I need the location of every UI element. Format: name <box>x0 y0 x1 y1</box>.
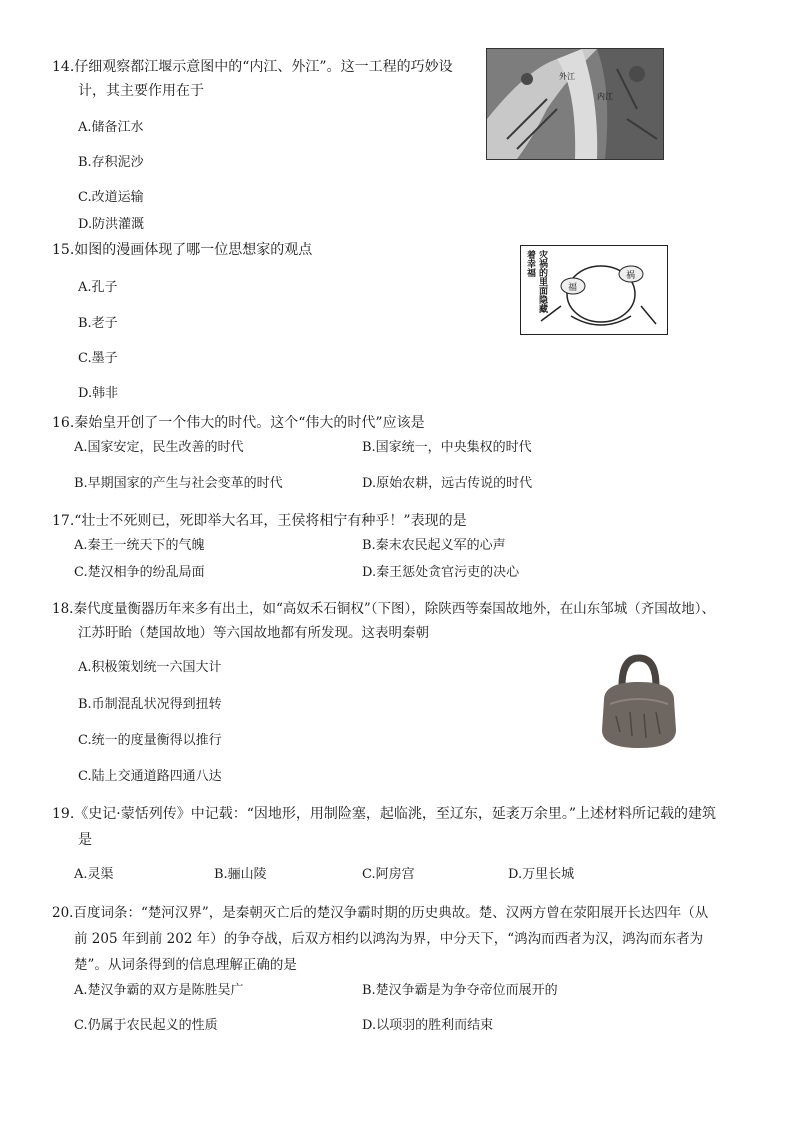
q20-option-b[interactable]: B.楚汉争霸是为争夺帝位而展开的 <box>362 983 558 998</box>
q14-line2: 计，其主要作用在于 <box>78 83 204 99</box>
q15-line1: 15.如图的漫画体现了哪一位思想家的观点 <box>52 242 313 258</box>
q14-number: 14. <box>52 59 75 75</box>
q14-line1: 14.仔细观察都江堰示意图中的“内江、外江”。这一工程的巧妙设 <box>52 59 453 75</box>
q16-line1: 16.秦始皇开创了一个伟大的时代。这个“伟大的时代”应该是 <box>52 415 425 431</box>
q20-line1: 20.百度词条：“楚河汉界”，是秦朝灭亡后的楚汉争霸时期的历史典故。楚、汉两方曾在荥阳展开长达四年（从 <box>52 905 709 921</box>
q20-option-d[interactable]: D.以项羽的胜利而结束 <box>362 1018 494 1033</box>
q15-option-a[interactable]: A.孔子 <box>78 280 118 295</box>
q15-number: 15. <box>52 242 75 258</box>
q18-line2: 江苏盱眙（楚国故地）等六国故地都有所发现。这表明秦朝 <box>78 625 429 641</box>
q17-number: 17. <box>52 513 75 529</box>
cartoon-caption-2: 着幸福 <box>525 250 535 277</box>
q18-option-b[interactable]: B.币制混乱状况得到扭转 <box>78 697 222 712</box>
q19-option-b[interactable]: B.骊山陵 <box>214 867 267 882</box>
dujiangyan-map-drawing <box>487 49 663 159</box>
bronze-weight-image <box>596 652 682 752</box>
q16-option-b[interactable]: B.国家统一，中央集权的时代 <box>362 440 532 455</box>
q15-option-d[interactable]: D.韩非 <box>78 386 119 401</box>
bubble-right-text: 祸 <box>626 271 636 281</box>
q20-option-c[interactable]: C.仍属于农民起义的性质 <box>74 1018 218 1033</box>
q17-option-d[interactable]: D.秦王惩处贪官污吏的决心 <box>362 565 520 580</box>
q19-number: 19. <box>52 806 75 822</box>
q19-option-c[interactable]: C.阿房宫 <box>362 867 415 882</box>
q18-line1: 18.秦代度量衡器历年来多有出土，如“高奴禾石铜权”（下图），除陕西等秦国故地外，在山东邹城（齐国故地）、 <box>52 601 716 617</box>
q16-option-a[interactable]: A.国家安定，民生改善的时代 <box>74 440 244 455</box>
map-label-outer-river: 外江 <box>559 72 575 81</box>
q19-option-d[interactable]: D.万里长城 <box>508 867 575 882</box>
q18-number: 18. <box>52 601 74 617</box>
q18-option-c[interactable]: C.统一的度量衡得以推行 <box>78 733 222 748</box>
q15-option-b[interactable]: B.老子 <box>78 316 118 331</box>
q16-option-d[interactable]: D.原始农耕，远古传说的时代 <box>362 476 533 491</box>
q20-line2: 前 205 年到前 202 年）的争夺战，后双方相约以鸿沟为界，中分天下，“鸿沟而西者为汉，鸿沟而东者为 <box>74 931 704 947</box>
q15-option-c[interactable]: C.墨子 <box>78 351 118 366</box>
q14-option-a[interactable]: A.储备江水 <box>78 120 144 135</box>
q14-option-c[interactable]: C.改道运输 <box>78 190 144 205</box>
q16-option-c[interactable]: B.早期国家的产生与社会变革的时代 <box>74 476 283 491</box>
cartoon-image <box>520 245 668 335</box>
q20-option-a[interactable]: A.楚汉争霸的双方是陈胜吴广 <box>74 983 244 998</box>
q17-option-a[interactable]: A.秦王一统天下的气魄 <box>74 538 205 553</box>
q16-number: 16. <box>52 415 75 431</box>
q19-line1: 19.《史记·蒙恬列传》中记载：“因地形，用制险塞，起临洮，至辽东，延袤万余里。”上述材料所记载的建筑 <box>52 806 717 822</box>
q18-option-a[interactable]: A.积极策划统一六国大计 <box>78 660 222 675</box>
dujiangyan-map-image <box>486 48 664 160</box>
q17-option-c[interactable]: C.楚汉相争的纷乱局面 <box>74 565 205 580</box>
q20-number: 20. <box>52 905 74 921</box>
q19-option-a[interactable]: A.灵渠 <box>74 867 114 882</box>
q17-option-b[interactable]: B.秦末农民起义军的心声 <box>362 538 506 553</box>
cartoon-caption-1: 灾祸的里面隐藏 <box>537 250 547 313</box>
bubble-left-text: 福 <box>568 283 578 293</box>
q20-line3: 楚”。从词条得到的信息理解正确的是 <box>74 957 297 973</box>
q18-option-d[interactable]: C.陆上交通道路四通八达 <box>78 769 222 784</box>
map-label-inner-river: 内江 <box>597 92 613 101</box>
q17-line1: 17.“壮士不死则已，死即举大名耳，王侯将相宁有种乎！”表现的是 <box>52 513 467 529</box>
q14-option-b[interactable]: B.存积泥沙 <box>78 155 144 170</box>
q14-option-d[interactable]: D.防洪灌溉 <box>78 217 145 232</box>
q19-line2: 是 <box>78 832 92 848</box>
